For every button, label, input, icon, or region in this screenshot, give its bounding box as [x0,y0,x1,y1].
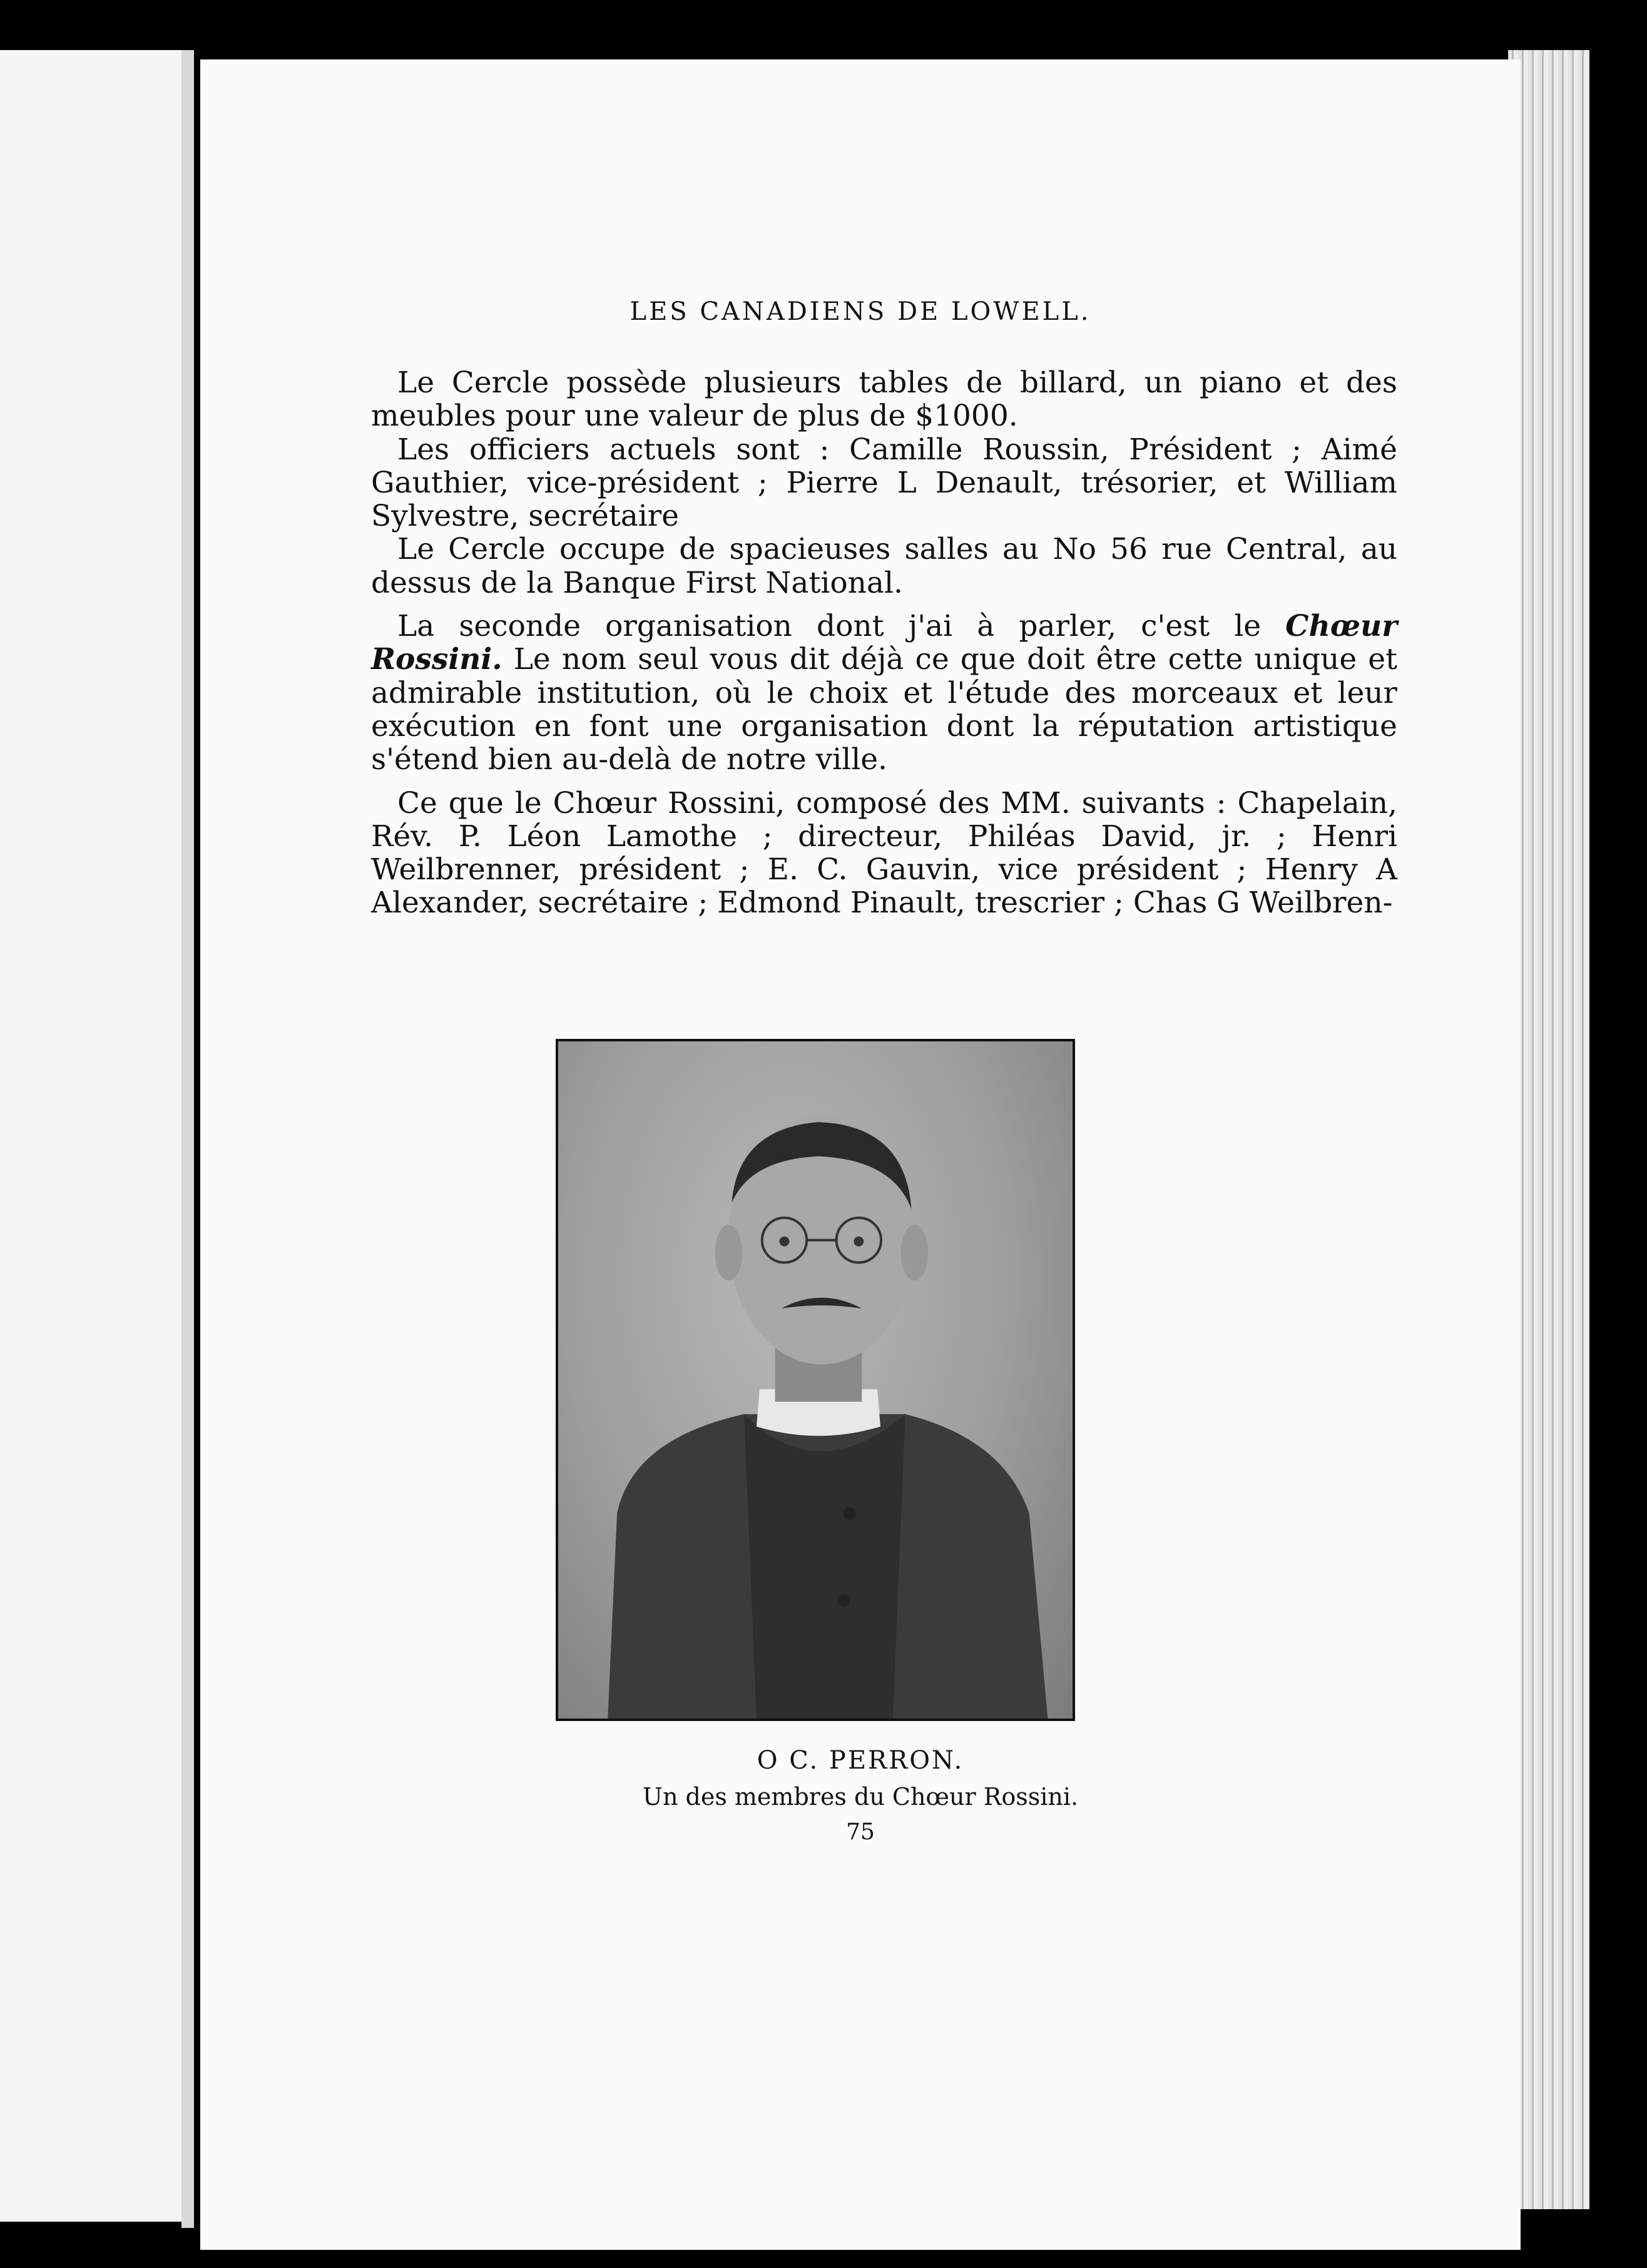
portrait-photo [556,1039,1075,1721]
running-head: LES CANADIENS DE LOWELL. [630,297,1091,326]
caption-name: O C. PERRON. [757,1746,964,1775]
paragraph-4-start: La seconde organisation dont j'ai à parler, c'est le [397,609,1286,644]
facing-page [0,50,188,2222]
book-gutter [181,50,194,2228]
body-text [371,366,1397,920]
book-page [200,59,1521,2250]
portrait-illustration [558,1041,1073,1719]
paragraph-2: Les officiers actuels sont : Camille Roussin, Président ; Aimé Gauthier, vice-président ; Pierre L Denault, trésorier, et William Sylvestre, secrétaire [371,432,1397,534]
paragraph-1: Le Cercle possède plusieurs tables de billard, un piano et des meubles pour une valeur de plus de $1000. [371,365,1397,434]
paragraph-3: Le Cercle occupe de spacieuses salles au No 56 rue Central, au dessus de la Banque First National. [371,532,1397,600]
paragraph-5: Ce que le Chœur Rossini, composé des MM. suivants : Chapelain, Rév. P. Léon Lamothe ; directeur, Philéas David, jr. ; Henri Weilbrenner, président ; E. C. Gauvin, vice président ; Henry A Alexander, secrétaire ; Edmond Pinault, trescrier ; Chas G Weilbren- [371,785,1397,921]
choeur-rossini-title: Chœur Rossini. [371,609,1397,677]
paragraph-4 [371,610,1397,776]
caption-description: Un des membres du Chœur Rossini. [642,1783,1079,1811]
paragraph-4-end: Le nom seul vous dit déjà ce que doit être cette unique et admirable institution, où le choix et l'étude des morceaux et leur exécution en font une organisation dont la réputation artistique s'étend bien au-delà de notre ville. [371,642,1397,777]
page-number: 75 [846,1819,875,1845]
